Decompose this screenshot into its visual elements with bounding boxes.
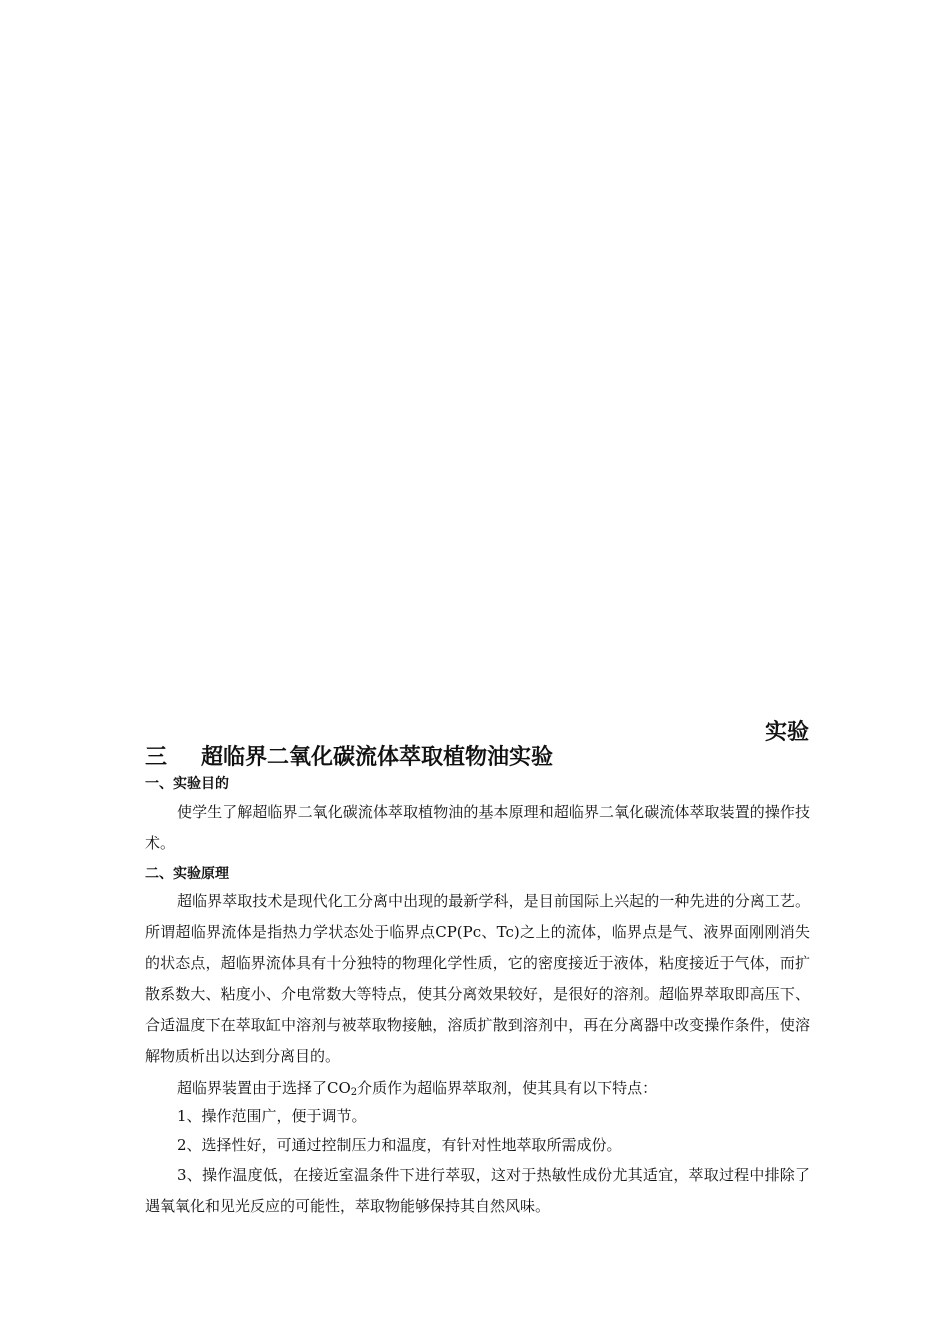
section-heading-principle: 二、实验原理: [145, 866, 229, 882]
para2-text-before: 超临界装置由于选择了CO: [177, 1079, 351, 1097]
purpose-paragraph: 使学生了解超临界二氧化碳流体萃取植物油的基本原理和超临界二氧化碳流体萃取装置的操作技术。: [145, 803, 810, 852]
feature-item-3: 3、操作温度低，在接近室温条件下进行萃驭，这对于热敏性成份尤其适宜，萃取过程中排除了遇氧氧化和见光反应的可能性，萃取物能够保持其自然风味。: [145, 1166, 810, 1215]
section-heading-purpose: 一、实验目的: [145, 776, 229, 792]
title-text: 超临界二氧化碳流体萃取植物油实验: [201, 745, 554, 770]
para2-text-after: 介质作为超临界萃取剂，使其具有以下特点：: [357, 1079, 658, 1097]
feature-item-1: 1、操作范围广，便于调节。: [177, 1107, 367, 1125]
document-page: [145, 0, 810, 1344]
page-title: [145, 743, 553, 773]
co2-subscript: 2: [350, 1087, 358, 1098]
title-tail: 实验: [764, 720, 809, 745]
feature-item-2: 2、选择性好，可通过控制压力和温度，有针对性地萃取所需成份。: [177, 1136, 622, 1154]
principle-paragraph-1: 超临界萃取技术是现代化工分离中出现的最新学科，是目前国际上兴起的一种先进的分离工艺。所谓超临界流体是指热力学状态处于临界点CP(Pc、Tc)之上的流体，临界点是气、液界面刚刚消失的状态点，超临界流体具有十分独特的物理化学性质，它的密度接近于液体，粘度接近于气体，而扩散系数大、粘度小、介电常数大等特点，使其分离效果较好，是很好的溶剂。超临界萃取即高压下、合适温度下在萃取缸中溶剂与被萃取物接触，溶质扩散到溶剂中，再在分离器中改变操作条件，使溶解物质析出以达到分离目的。: [145, 892, 810, 1065]
title-number: 三: [145, 745, 168, 770]
